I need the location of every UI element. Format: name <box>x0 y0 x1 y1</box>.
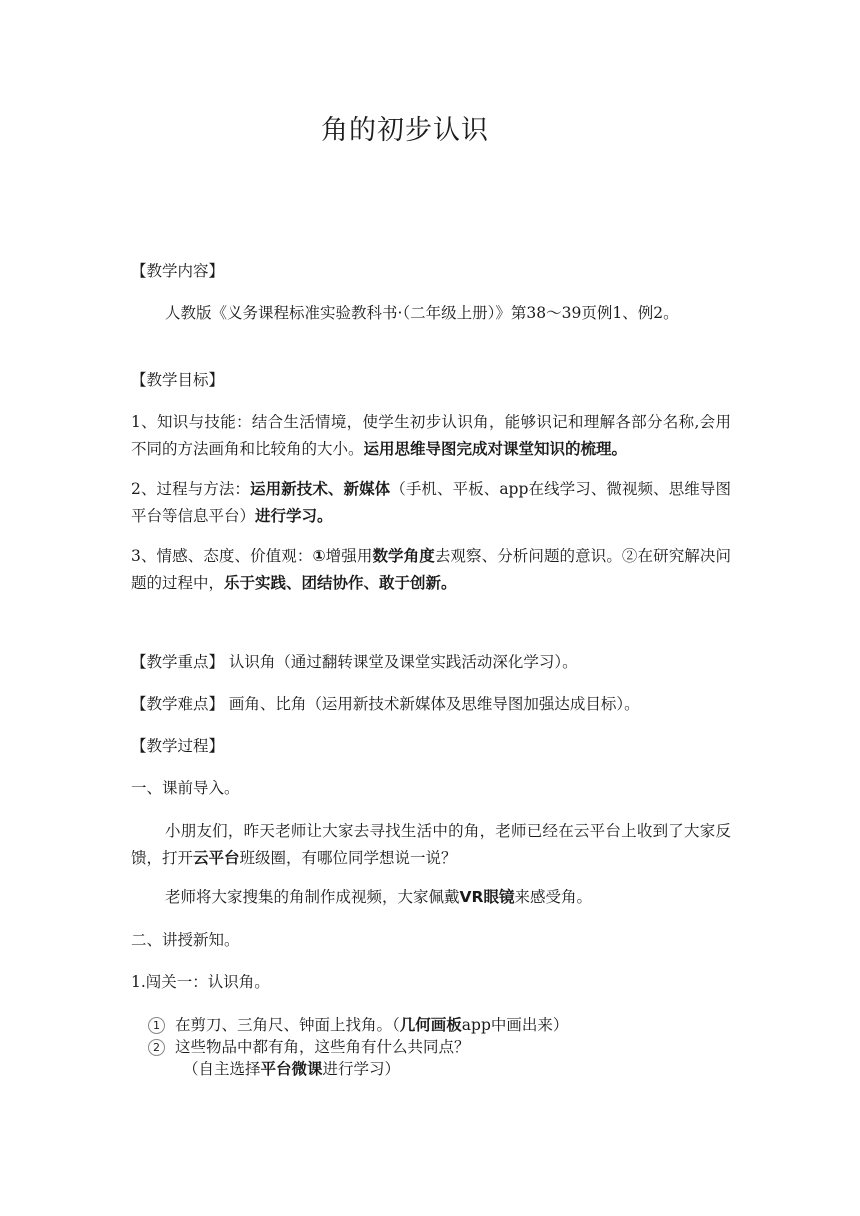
content-heading: 【教学内容】 <box>131 262 225 280</box>
goal-3-marker: ① <box>312 547 326 565</box>
intro-paragraph <box>131 818 731 872</box>
goal-2-label: 2、过程与方法： <box>131 480 251 498</box>
intro-text-1: 小朋友们，昨天老师让大家去寻找生活中的角，老师已经在云平台上收到了大家反馈，打开 <box>131 822 731 867</box>
goal-3-text-1: 增强用 <box>325 547 373 565</box>
process-heading: 【教学过程】 <box>131 737 225 755</box>
level-1-heading: 1.闯关一：认识角。 <box>131 973 270 991</box>
note-text-2: 进行学习） <box>322 1060 401 1078</box>
task-list <box>148 1014 728 1080</box>
goal-1 <box>131 409 731 463</box>
key-point: 【教学重点】 认识角（通过翻转课堂及课堂实践活动深化学习）。 <box>131 653 578 671</box>
vr-bold: VR眼镜 <box>459 888 515 906</box>
goal-2 <box>131 476 731 530</box>
item-1-end: app中画出来） <box>461 1016 569 1034</box>
vr-paragraph <box>131 884 731 911</box>
goal-3-text-2: 去观察、分析问题的意识。②在研究解决问题的过程中， <box>131 547 731 592</box>
intro-bold: 云平台 <box>193 849 240 867</box>
section-intro-heading: 一、课前导入。 <box>131 779 240 797</box>
vr-text-2: 来感受角。 <box>514 888 592 906</box>
goal-2-bold: 运用新技术、新媒体 <box>250 480 391 498</box>
goal-3 <box>131 543 731 597</box>
note-text-1: （自主选择 <box>183 1060 261 1078</box>
circled-number: 2 <box>148 1039 165 1056</box>
item-2-text: 这些物品中都有角，这些角有什么共同点？ <box>175 1038 470 1056</box>
content-text: 人教版《义务课程标准实验教科书·（二年级上册）》第38～39页例1、例2。 <box>165 304 679 322</box>
goal-heading: 【教学目标】 <box>131 371 225 389</box>
goal-1-text: 1、知识与技能：结合生活情境，使学生初步认识角，能够识记和理解各部分名称,会用不同的方法画角和比较角的大小。 <box>131 413 731 458</box>
list-item-note <box>148 1058 728 1080</box>
goal-1-bold: 运用思维导图完成对课堂知识的梳理。 <box>363 440 628 458</box>
item-1-bold: 几何画板 <box>399 1016 462 1034</box>
goal-2-end: 进行学习。 <box>255 507 333 525</box>
item-1-text: 在剪刀、三角尺、钟面上找角。（ <box>175 1016 400 1034</box>
document-title: 角的初步认识 <box>321 115 489 146</box>
difficulty: 【教学难点】 画角、比角（运用新技术新媒体及思维导图加强达成目标）。 <box>131 695 640 713</box>
list-item <box>148 1036 728 1058</box>
circled-number: 1 <box>148 1017 165 1034</box>
goal-3-label: 3、情感、态度、价值观： <box>131 547 313 565</box>
goal-3-bold-2: 乐于实践、团结协作、敢于创新。 <box>224 574 457 592</box>
section-teaching-heading: 二、讲授新知。 <box>131 931 240 949</box>
note-bold: 平台微课 <box>260 1060 323 1078</box>
vr-text-1: 老师将大家搜集的角制作成视频，大家佩戴 <box>165 888 460 906</box>
goal-2-text: （手机、平板、app在线学习、微视频、思维导图平台等信息平台） <box>131 480 731 525</box>
intro-text-2: 班级圈，有哪位同学想说一说？ <box>239 849 457 867</box>
list-item <box>148 1014 728 1036</box>
goal-3-bold-1: 数学角度 <box>372 547 435 565</box>
